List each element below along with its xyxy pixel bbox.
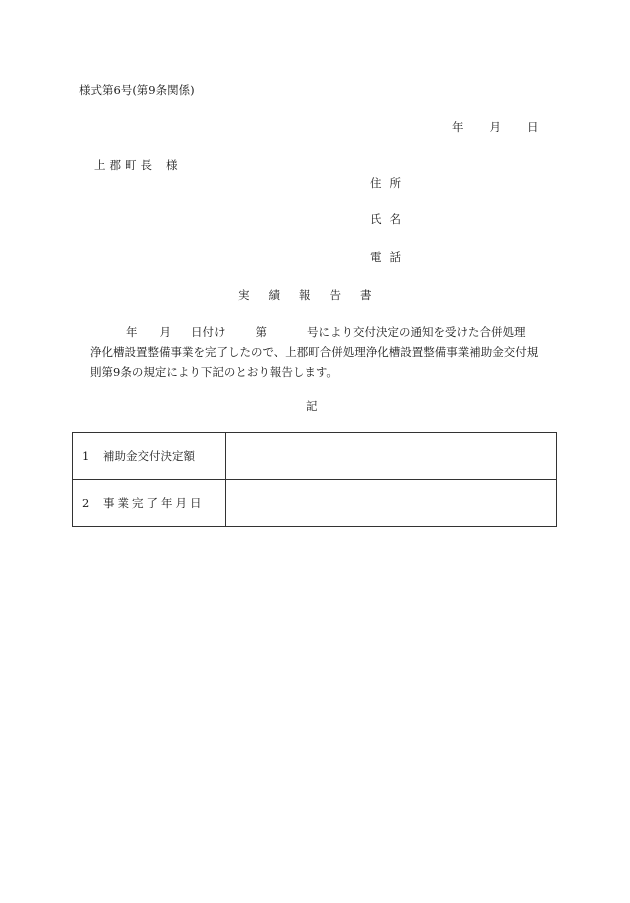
row-number: 1 [82, 449, 90, 463]
completion-date-field[interactable] [226, 480, 557, 527]
body-line1-rest: 号により交付決定の通知を受けた合併処理 [307, 325, 526, 339]
row-label: 事業完了年月日 [103, 496, 205, 510]
date-year: 年 [452, 120, 464, 134]
date-day: 日 [527, 120, 539, 134]
title-char: 書 [360, 288, 372, 302]
row-label-cell [73, 433, 226, 480]
body-line-2: 浄化槽設置整備事業を完了したので、上郡町合併処理浄化槽設置整備事業補助金交付規 [90, 345, 539, 359]
body-dai: 第 [255, 325, 267, 339]
title-char: 報 [299, 288, 311, 302]
subsidy-amount-field[interactable] [226, 433, 557, 480]
body-day-suffix: 日付け [191, 325, 226, 339]
body-line-1 [90, 322, 550, 342]
body-year: 年 [126, 325, 138, 339]
sender-phone-label: 電話 [370, 250, 409, 264]
title-char: 績 [268, 288, 280, 302]
sender-address-label: 住所 [370, 176, 409, 190]
row-label: 補助金交付決定額 [103, 449, 195, 463]
body-month: 月 [159, 325, 171, 339]
form-number: 様式第6号(第9条関係) [79, 83, 195, 97]
title-char: 実 [238, 288, 250, 302]
addressee [94, 157, 182, 173]
addressee-name: 上郡町長 [94, 158, 156, 172]
table-row [73, 480, 557, 527]
report-title [238, 287, 372, 303]
table-row [73, 433, 557, 480]
row-label-cell [73, 480, 226, 527]
date-month: 月 [489, 120, 501, 134]
row-number: 2 [82, 496, 90, 510]
date-line [452, 119, 539, 135]
report-body [90, 322, 550, 382]
detail-table [72, 432, 557, 527]
sender-name-label: 氏名 [370, 212, 409, 226]
ki-heading: 記 [306, 399, 318, 413]
addressee-honorific: 様 [166, 158, 182, 172]
body-line-3: 則第9条の規定により下記のとおり報告します。 [90, 365, 338, 379]
title-char: 告 [329, 288, 341, 302]
